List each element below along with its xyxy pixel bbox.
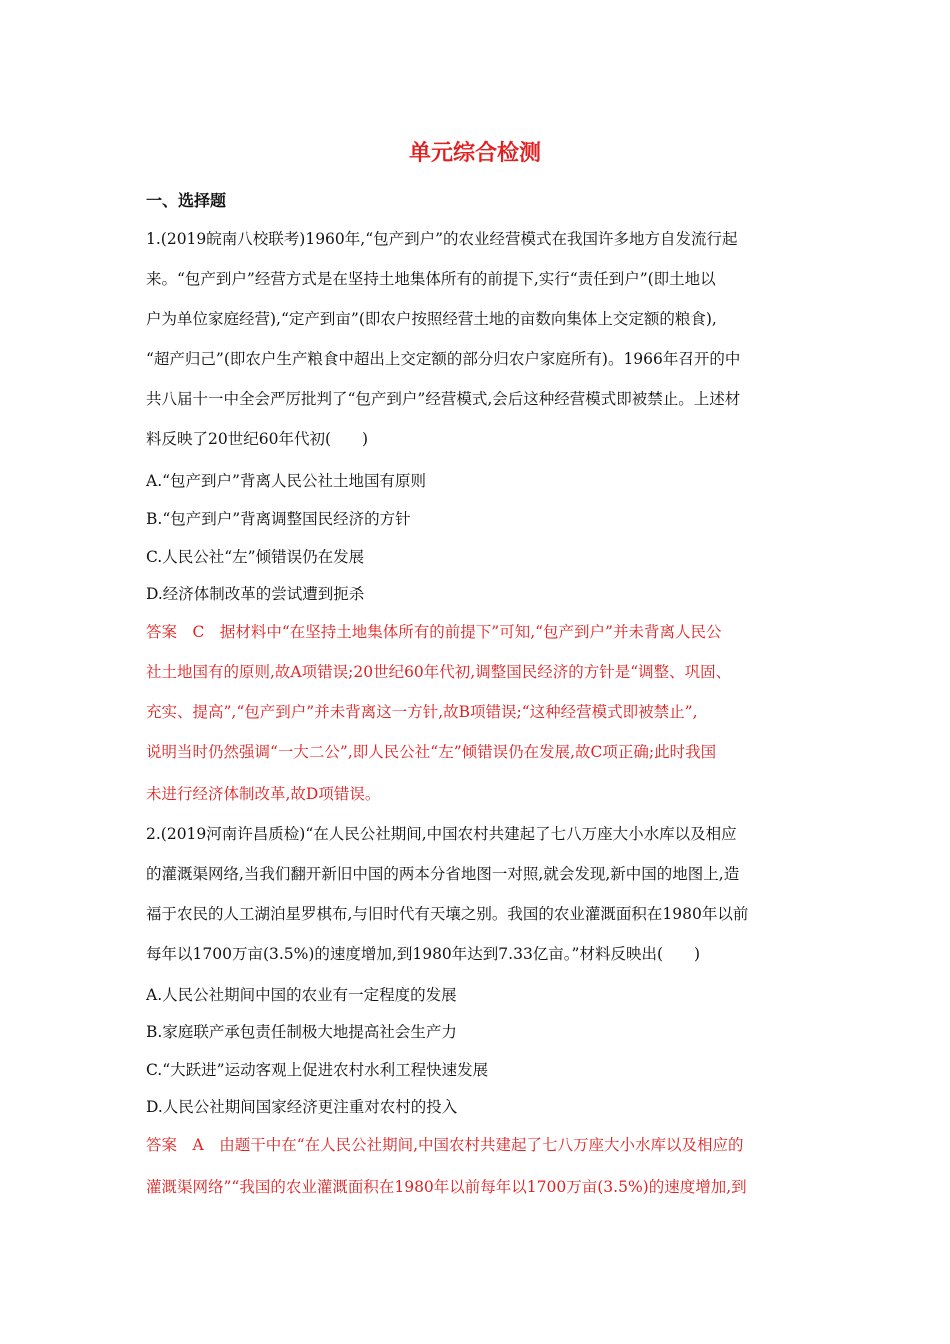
q2-answer-line: 灌溉渠网络”“我国的农业灌溉面积在1980年以前每年以1700万亩(3.5%)的速度增加,到 (146, 1178, 747, 1196)
q1-option-c: C.人民公社“左”倾错误仍在发展 (146, 548, 365, 566)
q2-answer-line: 答案 A 由题干中在“在人民公社期间,中国农村共建起了七八万座大小水库以及相应的 (146, 1136, 744, 1154)
q2-option-b: B.家庭联产承包责任制极大地提高社会生产力 (146, 1023, 457, 1041)
q1-answer-line: 社土地国有的原则,故A项错误;20世纪60年代初,调整国民经济的方针是“调整、巩固、 (146, 663, 732, 681)
q1-stem-line: 共八届十一中全会严厉批判了“包产到户”经营模式,会后这种经营模式即被禁止。上述材 (146, 390, 741, 408)
q2-stem-line: 的灌溉渠网络,当我们翻开新旧中国的两本分省地图一对照,就会发现,新中国的地图上,造 (146, 865, 740, 883)
q1-answer-line: 答案 C 据材料中“在坚持土地集体所有的前提下”可知,“包产到户”并未背离人民公 (146, 623, 722, 641)
q1-stem-line: 户为单位家庭经营),“定产到亩”(即农户按照经营土地的亩数向集体上交定额的粮食), (146, 310, 717, 328)
q1-option-b: B.“包产到户”背离调整国民经济的方针 (146, 510, 411, 528)
q1-stem-line: “超产归己”(即农户生产粮食中超出上交定额的部分归农户家庭所有)。1966年召开的中 (146, 350, 741, 368)
q1-stem-line: 来。“包产到户”经营方式是在坚持土地集体所有的前提下,实行“责任到户”(即土地以 (146, 270, 716, 288)
q2-stem-line: 2.(2019河南许昌质检)“在人民公社期间,中国农村共建起了七八万座大小水库以及相应 (146, 825, 737, 843)
q2-stem-line: 福于农民的人工湖泊星罗棋布,与旧时代有天壤之别。我国的农业灌溉面积在1980年以前 (146, 905, 749, 923)
q1-stem-line: 料反映了20世纪60年代初( ) (146, 430, 369, 448)
q1-option-d: D.经济体制改革的尝试遭到扼杀 (146, 585, 365, 603)
q1-stem-line: 1.(2019皖南八校联考)1960年,“包产到户”的农业经营模式在我国许多地方自发流行起 (146, 230, 738, 248)
q1-option-a: A.“包产到户”背离人民公社土地国有原则 (146, 472, 426, 490)
q1-answer-line: 未进行经济体制改革,故D项错误。 (146, 785, 381, 803)
q2-option-c: C.“大跃进”运动客观上促进农村水利工程快速发展 (146, 1061, 489, 1079)
q2-stem-line: 每年以1700万亩(3.5%)的速度增加,到1980年达到7.33亿亩。”材料反映出( ) (146, 945, 701, 963)
q2-option-a: A.人民公社期间中国的农业有一定程度的发展 (146, 986, 457, 1004)
q1-answer-line: 说明当时仍然强调“一大二公”,即人民公社“左”倾错误仍在发展,故C项正确;此时我国 (146, 743, 717, 761)
q1-answer-line: 充实、提高”,“包产到户”并未背离这一方针,故B项错误;“这种经营模式即被禁止”, (146, 703, 698, 721)
page-title: 单元综合检测 (408, 141, 541, 166)
q2-option-d: D.人民公社期间国家经济更注重对农村的投入 (146, 1098, 458, 1116)
section-heading: 一、选择题 (146, 191, 227, 210)
